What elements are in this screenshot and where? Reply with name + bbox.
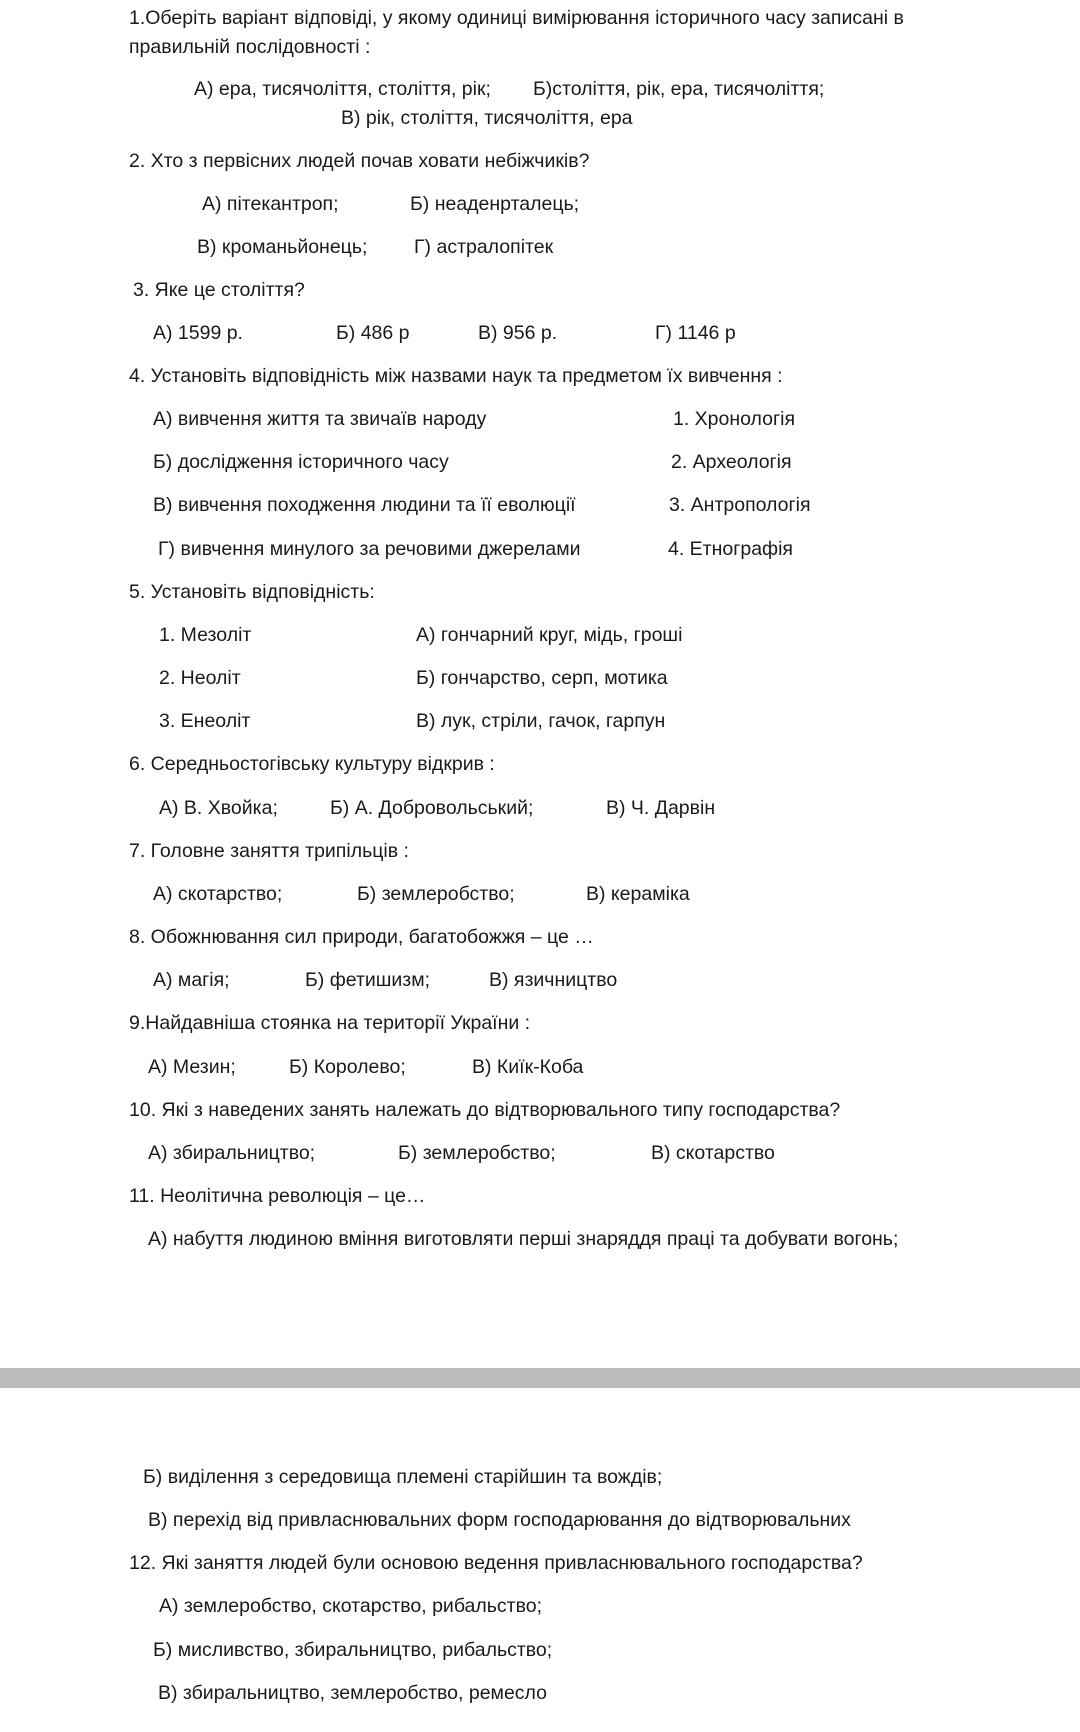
q4-right-3: 3. Антропологія <box>669 494 811 516</box>
q12-option-v: В) збиральництво, землеробство, ремесло <box>158 1682 547 1704</box>
q2-option-b: Б) неаденрталець; <box>410 193 580 215</box>
q8-option-b: Б) фетишизм; <box>305 969 431 991</box>
q4-left-a: А) вивчення життя та звичаїв народу <box>153 408 487 430</box>
q9-option-b: Б) Королево; <box>289 1056 406 1078</box>
q1-text-line2: правильній послідовності : <box>129 36 371 58</box>
q4-right-2: 2. Археологія <box>671 451 792 473</box>
q12-text: 12. Які заняття людей були основою ведення привласнювального господарства? <box>129 1552 863 1574</box>
q6-option-a: А) В. Хвойка; <box>159 797 278 819</box>
q5-left-2: 2. Неоліт <box>159 667 241 689</box>
q9-option-a: А) Мезин; <box>148 1056 236 1078</box>
q3-text: 3. Яке це століття? <box>133 279 305 301</box>
q7-option-b: Б) землеробство; <box>357 883 515 905</box>
q2-text: 2. Хто з первісних людей почав ховати небіжчиків? <box>129 150 590 172</box>
q2-option-a: А) пітекантроп; <box>202 193 339 215</box>
q4-right-1: 1. Хронологія <box>673 408 796 430</box>
q1-option-a: А) ера, тисячоліття, століття, рік; <box>194 78 491 100</box>
q11-option-b: Б) виділення з середовища племені старійшин та вождів; <box>143 1466 663 1488</box>
q8-option-v: В) язичництво <box>489 969 618 991</box>
q10-option-a: А) збиральництво; <box>148 1142 316 1164</box>
q8-option-a: А) магія; <box>153 969 230 991</box>
q2-option-g: Г) астралопітек <box>414 236 554 258</box>
q1-text-line1: 1.Оберіть варіант відповіді, у якому одиниці вимірювання історичного часу записані в <box>129 7 904 29</box>
q11-text: 11. Неолітична революція – це… <box>129 1185 426 1207</box>
q6-option-v: В) Ч. Дарвін <box>606 797 716 819</box>
q10-text: 10. Які з наведених занять належать до відтворювального типу господарства? <box>129 1099 841 1121</box>
q5-right-v: В) лук, стріли, гачок, гарпун <box>416 710 666 732</box>
q11-option-a: А) набуття людиною вміння виготовляти перші знаряддя праці та добувати вогонь; <box>148 1228 899 1250</box>
q3-option-v: В) 956 р. <box>478 322 558 344</box>
q7-option-v: В) кераміка <box>586 883 690 905</box>
q4-left-b: Б) дослідження історичного часу <box>153 451 449 473</box>
q5-right-b: Б) гончарство, серп, мотика <box>416 667 668 689</box>
q3-option-g: Г) 1146 р <box>655 322 736 344</box>
q5-left-1: 1. Мезоліт <box>159 624 252 646</box>
q10-option-b: Б) землеробство; <box>398 1142 556 1164</box>
q4-right-4: 4. Етнографія <box>668 538 793 560</box>
q2-option-v: В) кроманьйонець; <box>197 236 368 258</box>
q10-option-v: В) скотарство <box>651 1142 775 1164</box>
page-separator <box>0 1368 1080 1388</box>
q12-option-b: Б) мисливство, збиральництво, рибальство; <box>153 1639 553 1661</box>
q5-left-3: 3. Енеоліт <box>159 710 251 732</box>
q11-option-v: В) перехід від привласнювальних форм господарювання до відтворювальних <box>148 1509 851 1531</box>
q3-option-b: Б) 486 р <box>336 322 410 344</box>
q5-text: 5. Установіть відповідність: <box>129 581 375 603</box>
q6-text: 6. Середньостогівську культуру відкрив : <box>129 753 495 775</box>
q7-text: 7. Головне заняття трипільців : <box>129 840 409 862</box>
q4-text: 4. Установіть відповідність між назвами наук та предметом їх вивчення : <box>129 365 783 387</box>
q3-option-a: А) 1599 р. <box>153 322 243 344</box>
q4-left-g: Г) вивчення минулого за речовими джерелами <box>158 538 581 560</box>
q12-option-a: А) землеробство, скотарство, рибальство; <box>159 1595 543 1617</box>
q1-option-v: В) рік, століття, тисячоліття, ера <box>341 107 633 129</box>
q9-option-v: В) Киїк-Коба <box>472 1056 584 1078</box>
q6-option-b: Б) А. Добровольський; <box>330 797 534 819</box>
q1-option-b: Б)століття, рік, ера, тисячоліття; <box>533 78 825 100</box>
q8-text: 8. Обожнювання сил природи, багатобожжя – це … <box>129 926 594 948</box>
q4-left-v: В) вивчення походження людини та її еволюції <box>153 494 576 516</box>
q5-right-a: А) гончарний круг, мідь, гроші <box>416 624 683 646</box>
q9-text: 9.Найдавніша стоянка на території України : <box>129 1012 531 1034</box>
q7-option-a: А) скотарство; <box>153 883 283 905</box>
